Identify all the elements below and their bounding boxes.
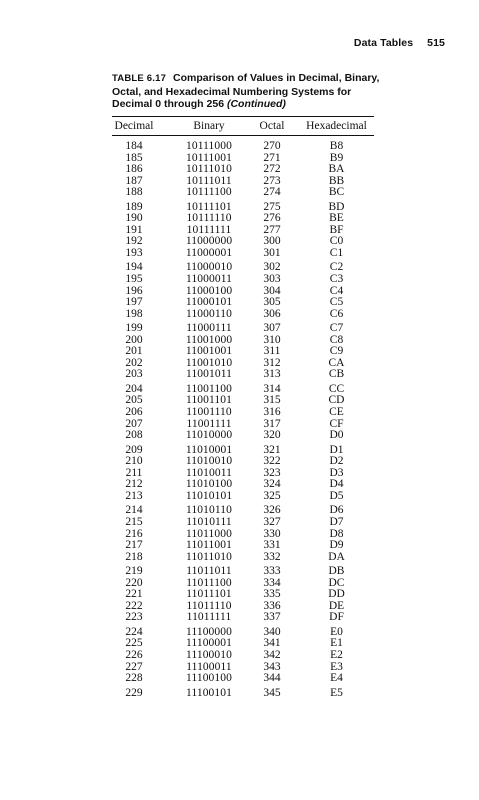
cell-hexadecimal: BB (328, 174, 345, 187)
cell-decimal: 210 (125, 455, 143, 468)
cell-binary: 10111001 (186, 151, 232, 164)
cell-decimal: 194 (125, 261, 143, 274)
cell-binary: 11010111 (186, 515, 232, 528)
cell-octal: 277 (263, 223, 281, 236)
cell-hexadecimal: C9 (329, 345, 344, 358)
cell-decimal: 214 (125, 504, 143, 517)
cell-decimal: 202 (125, 356, 143, 369)
cell-hexadecimal: DC (328, 576, 345, 589)
cell-binary: 11100010 (186, 648, 232, 661)
table-row (112, 552, 374, 564)
cell-decimal: 184 (125, 140, 143, 152)
cell-hexadecimal: CC (328, 382, 345, 395)
cell-binary: 11001010 (185, 356, 233, 369)
cell-binary: 11000100 (185, 284, 233, 297)
cell-octal: 330 (263, 527, 281, 540)
cell-octal: 271 (263, 151, 281, 164)
cell-binary: 10111000 (186, 140, 232, 152)
cell-decimal: 212 (125, 478, 143, 491)
cell-binary: 11001110 (186, 406, 232, 419)
cell-binary: 11010011 (186, 466, 232, 479)
cell-hexadecimal: BE (329, 212, 344, 225)
cell-decimal: 188 (125, 186, 143, 199)
table-row (112, 673, 374, 685)
cell-binary: 11011111 (186, 611, 232, 624)
cell-octal: 345 (263, 686, 281, 699)
table-title: Comparison of Values in Decimal, Binary, Octal, and Hexadecimal Numbering Systems for Decimal 0 through 256 (112, 72, 380, 110)
cell-octal: 272 (263, 163, 281, 176)
cell-decimal: 200 (125, 333, 143, 346)
cell-hexadecimal: D3 (329, 466, 344, 479)
table-row (112, 430, 374, 442)
cell-octal: 321 (263, 443, 281, 456)
cell-octal: 270 (263, 140, 281, 152)
cell-hexadecimal: CD (328, 394, 345, 407)
cell-hexadecimal: C7 (329, 322, 344, 335)
cell-hexadecimal: CA (328, 356, 345, 369)
cell-binary: 11011011 (186, 565, 232, 578)
cell-hexadecimal: C2 (329, 261, 344, 274)
cell-binary: 11100011 (186, 660, 232, 673)
cell-octal: 306 (263, 307, 281, 320)
cell-octal: 344 (263, 672, 281, 685)
cell-decimal: 221 (125, 588, 143, 601)
cell-decimal: 198 (125, 307, 143, 320)
cell-binary: 11010110 (186, 504, 232, 517)
cell-hexadecimal: C4 (329, 284, 344, 297)
cell-decimal: 225 (125, 637, 143, 650)
cell-decimal: 224 (125, 625, 143, 638)
cell-octal: 303 (263, 273, 281, 286)
cell-decimal: 217 (125, 539, 143, 552)
cell-octal: 275 (263, 200, 281, 213)
header-decimal: Decimal (114, 120, 154, 132)
cell-hexadecimal: D5 (329, 489, 344, 502)
cell-binary: 11001101 (186, 394, 232, 407)
cell-binary: 11100100 (186, 672, 232, 685)
cell-hexadecimal: D9 (329, 539, 344, 552)
header-hexadecimal: Hexadecimal (306, 120, 367, 132)
cell-decimal: 191 (125, 223, 143, 236)
cell-hexadecimal: C8 (329, 333, 344, 346)
cell-binary: 11000001 (185, 246, 233, 259)
cell-octal: 326 (263, 504, 281, 517)
cell-octal: 327 (263, 515, 281, 528)
cell-hexadecimal: E4 (330, 672, 343, 685)
cell-octal: 333 (263, 565, 281, 578)
cell-octal: 340 (263, 625, 281, 638)
cell-hexadecimal: D6 (329, 504, 344, 517)
running-head-section: Data Tables (353, 37, 414, 49)
cell-octal: 312 (263, 356, 281, 369)
cell-binary: 11000111 (186, 322, 232, 335)
cell-binary: 11001000 (185, 333, 233, 346)
cell-binary: 11011001 (186, 539, 232, 552)
cell-binary: 11001111 (186, 417, 232, 430)
cell-octal: 341 (263, 637, 281, 650)
cell-octal: 305 (263, 296, 281, 309)
cell-binary: 11010100 (185, 478, 233, 491)
header-octal: Octal (259, 120, 285, 132)
cell-octal: 325 (263, 489, 281, 502)
cell-decimal: 213 (125, 489, 143, 502)
cell-binary: 11011110 (186, 599, 232, 612)
cell-binary: 10111100 (186, 186, 232, 199)
cell-octal: 316 (263, 406, 281, 419)
cell-decimal: 185 (125, 151, 143, 164)
cell-decimal: 186 (125, 163, 143, 176)
cell-octal: 314 (263, 382, 281, 395)
table-row (112, 248, 374, 260)
cell-hexadecimal: C1 (329, 246, 344, 259)
cell-hexadecimal: CF (329, 417, 344, 430)
cell-decimal: 203 (125, 368, 143, 381)
cell-binary: 11000110 (186, 307, 232, 320)
table-row (112, 612, 374, 624)
cell-decimal: 196 (125, 284, 143, 297)
cell-hexadecimal: D1 (329, 443, 344, 456)
cell-hexadecimal: BD (328, 200, 345, 213)
cell-binary: 11100000 (186, 625, 232, 638)
cell-hexadecimal: D8 (329, 527, 344, 540)
cell-octal: 274 (263, 186, 281, 199)
cell-decimal: 187 (125, 174, 143, 187)
cell-decimal: 228 (125, 672, 143, 685)
cell-decimal: 204 (125, 382, 143, 395)
cell-binary: 11011000 (186, 527, 232, 540)
table-label: TABLE 6.17 (112, 73, 167, 84)
cell-binary: 11010001 (185, 443, 233, 456)
cell-decimal: 197 (125, 296, 143, 309)
cell-octal: 300 (263, 235, 281, 248)
cell-octal: 335 (263, 588, 281, 601)
table-row (112, 491, 374, 503)
cell-hexadecimal: E5 (330, 686, 343, 699)
cell-hexadecimal: B8 (329, 140, 344, 152)
running-head (354, 37, 445, 49)
cell-hexadecimal: CB (328, 368, 345, 381)
cell-octal: 311 (263, 345, 281, 358)
cell-binary: 11001011 (186, 368, 232, 381)
table-caption (112, 72, 382, 111)
cell-decimal: 209 (125, 443, 143, 456)
cell-hexadecimal: DE (328, 599, 345, 612)
cell-octal: 324 (263, 478, 281, 491)
cell-hexadecimal: BF (329, 223, 344, 236)
cell-hexadecimal: B9 (329, 151, 344, 164)
cell-decimal: 211 (125, 466, 143, 479)
cell-decimal: 192 (125, 235, 143, 248)
cell-octal: 343 (263, 660, 281, 673)
cell-hexadecimal: C0 (329, 235, 344, 248)
cell-binary: 11001100 (186, 382, 232, 395)
cell-binary: 11010000 (185, 429, 233, 442)
cell-hexadecimal: DA (328, 550, 345, 563)
continued-note: (Continued) (226, 98, 286, 110)
cell-decimal: 189 (125, 200, 143, 213)
cell-hexadecimal: C6 (329, 307, 344, 320)
cell-hexadecimal: DF (329, 611, 344, 624)
cell-binary: 11000010 (185, 261, 233, 274)
cell-decimal: 215 (125, 515, 143, 528)
cell-decimal: 219 (125, 565, 143, 578)
cell-decimal: 216 (125, 527, 143, 540)
cell-hexadecimal: BA (328, 163, 345, 176)
table-body (112, 141, 374, 699)
cell-binary: 10111110 (186, 212, 232, 225)
cell-hexadecimal: E3 (330, 660, 343, 673)
cell-binary: 10111101 (186, 200, 232, 213)
cell-octal: 332 (263, 550, 281, 563)
cell-octal: 302 (263, 261, 281, 274)
cell-octal: 313 (263, 368, 281, 381)
cell-binary: 10111011 (186, 174, 232, 187)
cell-hexadecimal: D2 (329, 455, 344, 468)
header-binary: Binary (193, 120, 225, 132)
table-header-row (112, 120, 374, 134)
cell-octal: 301 (263, 246, 281, 259)
cell-binary: 11000000 (185, 235, 233, 248)
cell-hexadecimal: C3 (329, 273, 344, 286)
cell-decimal: 208 (125, 429, 143, 442)
cell-octal: 331 (263, 539, 281, 552)
cell-hexadecimal: BC (328, 186, 345, 199)
cell-binary: 11000101 (185, 296, 233, 309)
cell-decimal: 207 (125, 417, 143, 430)
cell-hexadecimal: DB (328, 565, 345, 578)
cell-hexadecimal: E2 (330, 648, 343, 661)
cell-octal: 337 (263, 611, 281, 624)
cell-decimal: 193 (125, 246, 143, 259)
cell-octal: 307 (263, 322, 281, 335)
cell-decimal: 220 (125, 576, 143, 589)
cell-decimal: 227 (125, 660, 143, 673)
cell-decimal: 206 (125, 406, 143, 419)
cell-octal: 323 (263, 466, 281, 479)
cell-binary: 11010010 (185, 455, 233, 468)
cell-octal: 310 (263, 333, 281, 346)
cell-binary: 11100101 (186, 686, 232, 699)
cell-octal: 334 (263, 576, 281, 589)
cell-octal: 317 (263, 417, 281, 430)
cell-octal: 304 (263, 284, 281, 297)
table-row (112, 369, 374, 381)
cell-decimal: 229 (125, 686, 143, 699)
cell-octal: 342 (263, 648, 281, 661)
cell-binary: 11011010 (186, 550, 232, 563)
cell-binary: 11100001 (186, 637, 232, 650)
cell-hexadecimal: D4 (329, 478, 344, 491)
cell-decimal: 226 (125, 648, 143, 661)
table-row (112, 187, 374, 199)
cell-octal: 322 (263, 455, 281, 468)
page-number: 515 (427, 37, 445, 49)
cell-hexadecimal: D7 (329, 515, 344, 528)
cell-binary: 10111111 (186, 223, 232, 236)
cell-binary: 11000011 (186, 273, 232, 286)
cell-decimal: 218 (125, 550, 143, 563)
cell-hexadecimal: C5 (329, 296, 344, 309)
cell-hexadecimal: E0 (330, 625, 343, 638)
cell-decimal: 205 (125, 394, 143, 407)
cell-decimal: 190 (125, 212, 143, 225)
cell-hexadecimal: E1 (330, 637, 343, 650)
cell-binary: 11011101 (186, 588, 232, 601)
cell-octal: 273 (263, 174, 281, 187)
cell-binary: 11001001 (185, 345, 233, 358)
cell-binary: 11010101 (185, 489, 233, 502)
cell-octal: 320 (263, 429, 281, 442)
cell-binary: 11011100 (186, 576, 232, 589)
table-row (112, 309, 374, 321)
table-top-rule (112, 116, 374, 117)
cell-hexadecimal: D0 (329, 429, 344, 442)
cell-decimal: 222 (125, 599, 143, 612)
cell-decimal: 195 (125, 273, 143, 286)
cell-binary: 10111010 (186, 163, 232, 176)
table-header-rule (112, 135, 374, 136)
cell-decimal: 223 (125, 611, 143, 624)
cell-decimal: 199 (125, 322, 143, 335)
cell-hexadecimal: CE (329, 406, 344, 419)
cell-decimal: 201 (125, 345, 143, 358)
cell-octal: 336 (263, 599, 281, 612)
table-row (112, 688, 374, 700)
cell-octal: 315 (263, 394, 281, 407)
cell-octal: 276 (263, 212, 281, 225)
cell-hexadecimal: DD (328, 588, 345, 601)
